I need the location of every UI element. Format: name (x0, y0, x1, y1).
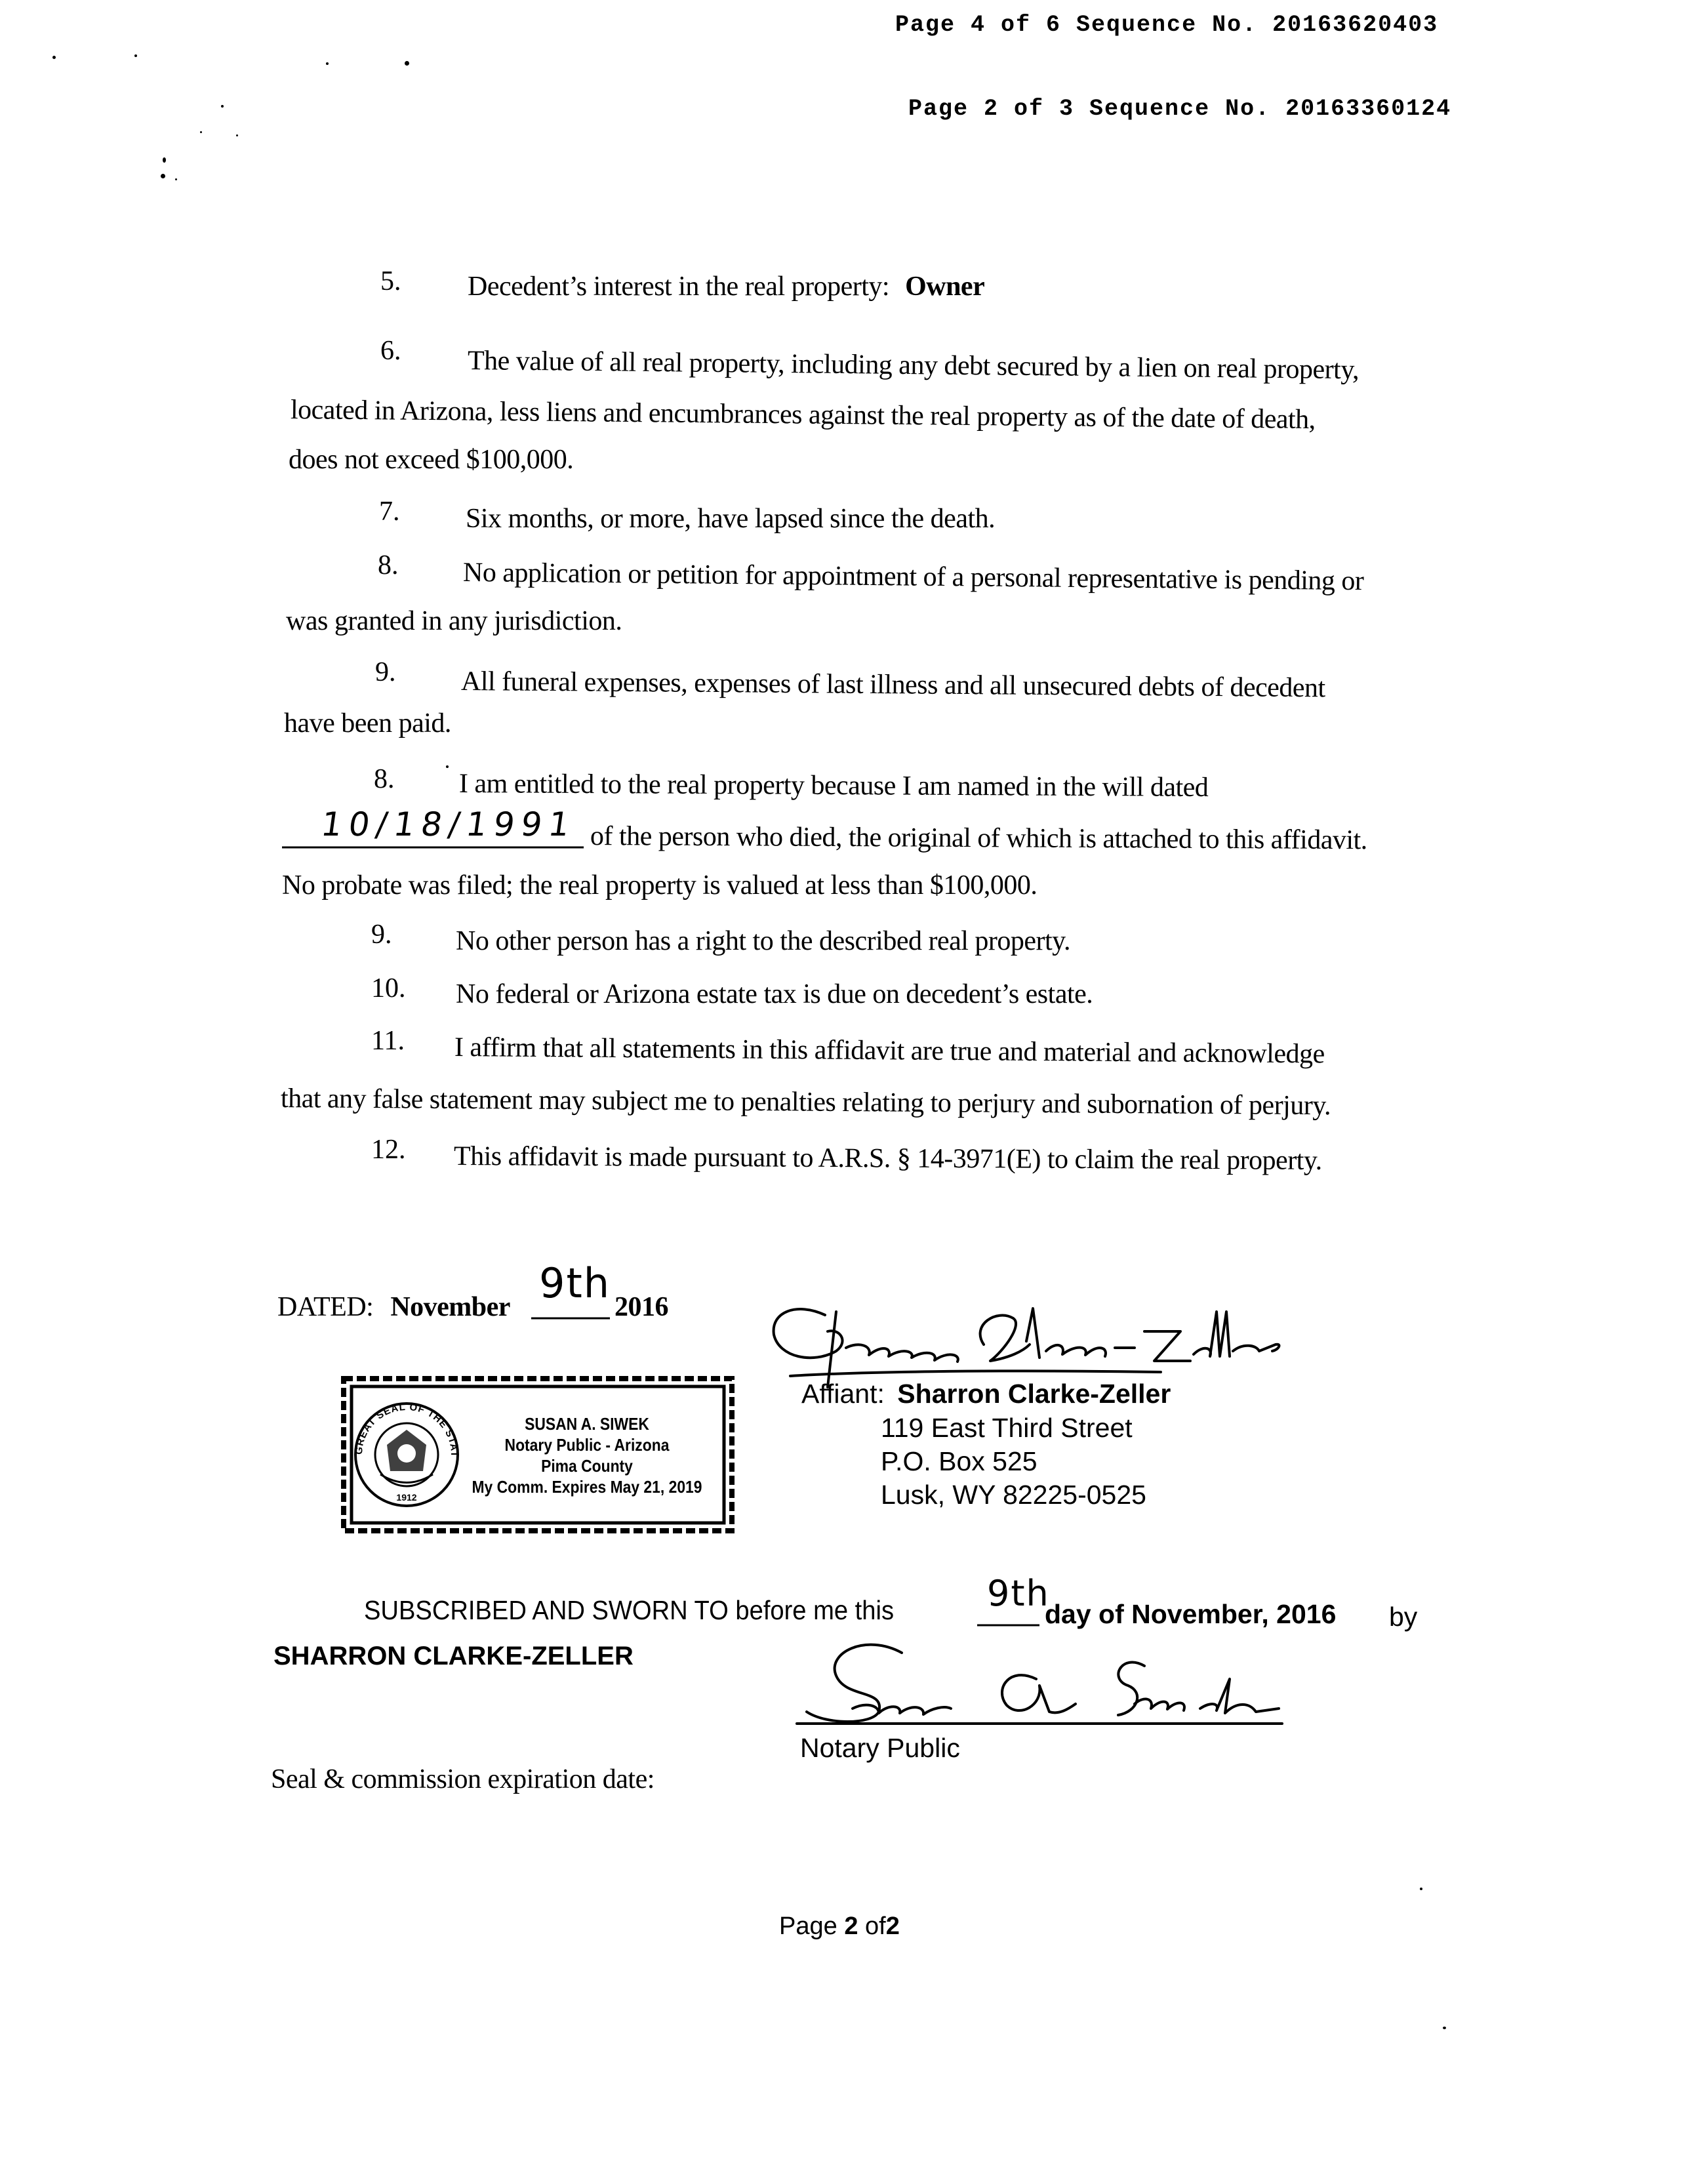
item-text: Six months, or more, have lapsed since the death. (466, 504, 996, 534)
item-text-line: No probate was filed; the real property is valued at less than $100,000. (282, 870, 1037, 900)
affiant-address-line-2: P.O. Box 525 (881, 1446, 1037, 1476)
item-number: 5. (380, 266, 401, 296)
item-text-line: does not exceed $100,000. (289, 445, 574, 475)
seal-year: 1912 (396, 1492, 417, 1503)
affiant-address-line-3: Lusk, WY 82225-0525 (881, 1480, 1146, 1510)
dated-year: 2016 (614, 1292, 668, 1322)
item-text-line: that any false statement may subject me to penalties relating to perjury and subornation of perjury. (280, 1083, 1331, 1122)
item-number: 12. (371, 1135, 406, 1165)
item-number: 9. (375, 657, 396, 687)
jurat-suffix: day of November, 2016 (1045, 1599, 1337, 1629)
jurat-by: by (1389, 1602, 1418, 1632)
item-text: No federal or Arizona estate tax is due on decedent’s estate. (456, 979, 1093, 1009)
dated-label: DATED: (277, 1292, 374, 1322)
item-text-line: All funeral expenses, expenses of last illness and all unsecured debts of decedent (460, 666, 1325, 704)
item-number: 8. (374, 764, 395, 794)
seal-commission-label: Seal & commission expiration date: (271, 1764, 655, 1794)
item-number: 9. (371, 920, 392, 950)
item-text-line: No application or petition for appointment of a personal representative is pending or (462, 557, 1364, 597)
jurat-prefix: SUBSCRIBED AND SWORN TO before me this (364, 1595, 895, 1625)
page-footer (779, 1910, 900, 1943)
notary-stamp-expires: My Comm. Expires May 21, 2019 (472, 1477, 702, 1497)
page-footer-total: 2 (885, 1912, 900, 1940)
header-sequence-line-1: Page 4 of 6 Sequence No. 20163620403 (895, 12, 1439, 38)
jurat-signer: SHARRON CLARKE-ZELLER (273, 1642, 634, 1670)
affiant-name: Sharron Clarke-Zeller (897, 1379, 1171, 1409)
notary-stamp-title: Notary Public - Arizona (504, 1435, 670, 1455)
affiant-label: Affiant: (801, 1379, 885, 1409)
item-number: 11. (371, 1026, 405, 1056)
item-number: 6. (380, 336, 401, 366)
dated-month: November (390, 1292, 510, 1322)
header-sequence-line-2: Page 2 of 3 Sequence No. 20163360124 (908, 96, 1452, 122)
handwritten-dated-day: 9th (539, 1259, 611, 1307)
page-footer-of: of (865, 1912, 886, 1940)
item-text: This affidavit is made pursuant to A.R.S. § 14-3971(E) to claim the real property. (453, 1141, 1322, 1176)
item-text-line: I affirm that all statements in this affidavit are true and material and acknowledge (454, 1032, 1325, 1070)
handwritten-will-date: 10/18/1991 (318, 805, 579, 843)
item-text-line: have been paid. (284, 708, 451, 738)
seal-ring-text: GREAT SEAL OF THE STATE OF ARIZONA (336, 1367, 460, 1458)
item-text-line: The value of all real property, including any debt secured by a lien on real property, (467, 346, 1360, 386)
affiant-address-line-1: 119 East Third Street (881, 1413, 1133, 1443)
item-text-line: of the person who died, the original of which is attached to this affidavit. (590, 821, 1367, 856)
item-number: 7. (379, 496, 400, 527)
notary-public-label: Notary Public (800, 1733, 960, 1763)
item-text-line: I am entitled to the real property because I am named in the will dated (458, 769, 1209, 803)
notary-stamp-name: SUSAN A. SIWEK (525, 1414, 649, 1434)
notary-stamp-county: Pima County (541, 1456, 633, 1476)
item-text-main: Decedent’s interest in the real property: (468, 272, 890, 302)
handwritten-jurat-day: 9th (987, 1573, 1050, 1614)
page-footer-current: 2 (844, 1912, 858, 1940)
item-text-line: was granted in any jurisdiction. (286, 606, 622, 636)
item-number: 8. (378, 550, 399, 580)
item-text: No other person has a right to the described real property. (456, 926, 1070, 956)
item-text-line: located in Arizona, less liens and encumbrances against the real property as of the date of death, (290, 395, 1316, 435)
owner-value: Owner (905, 272, 985, 302)
item-number: 10. (371, 973, 406, 1003)
page-footer-prefix: Page (779, 1912, 837, 1940)
